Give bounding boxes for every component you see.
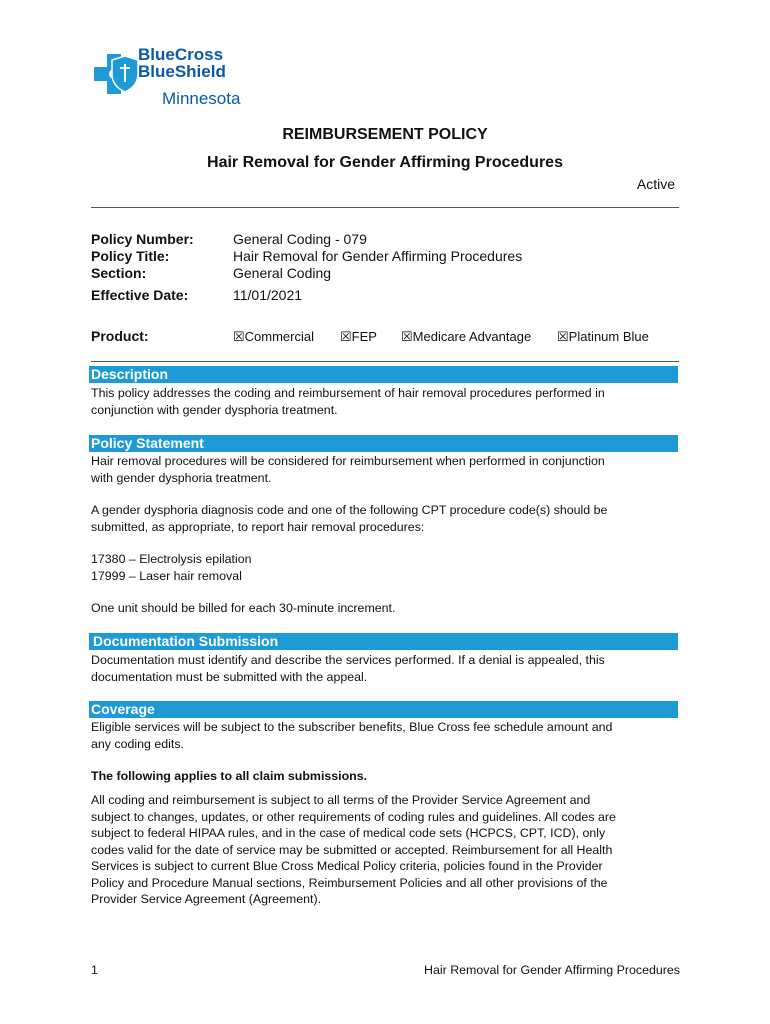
product-fep: ☒FEP [340,329,377,344]
coverage-body [91,792,681,908]
divider [91,361,679,362]
documentation-heading: Documentation Submission [89,633,678,650]
description-heading: Description [89,366,678,383]
text-line: A gender dysphoria diagnosis code and one of the following CPT procedure code(s) should be [91,503,608,517]
logo-line-minnesota: Minnesota [162,89,241,108]
section-label: Section: [91,265,147,281]
text-line: Services is subject to current Blue Cross Medical Policy criteria, policies found in the Provider [91,859,603,873]
logo-line-blueshield: BlueShield [138,62,226,81]
text-line: One unit should be billed for each 30-minute increment. [91,601,396,615]
text-line: Eligible services will be subject to the subscriber benefits, Blue Cross fee schedule amount and [91,720,613,734]
coverage-heading: Coverage [89,701,678,718]
effective-date-label: Effective Date: [91,287,189,303]
policy-number-label: Policy Number: [91,231,194,247]
text-line: conjunction with gender dysphoria treatment. [91,402,338,417]
logo-wordmark [138,46,226,80]
policy-statement-heading: Policy Statement [89,435,678,452]
product-commercial: ☒Commercial [233,329,314,344]
policy-statement-text [91,453,681,617]
page-number: 1 [91,963,98,977]
policy-number-value: General Coding - 079 [233,231,367,247]
product-medicare-advantage: ☒Medicare Advantage [401,329,532,344]
text-line: submitted, as appropriate, to report hair removal procedures: [91,519,425,534]
documentation-text [91,652,681,685]
coverage-text [91,719,681,752]
policy-title-value: Hair Removal for Gender Affirming Procedures [233,248,523,264]
document-title: REIMBURSEMENT POLICY [282,126,488,143]
cpt-code-item: 17999 – Laser hair removal [91,568,242,583]
coverage-bold-line: The following applies to all claim submissions. [91,769,368,783]
text-line: Documentation must identify and describe the services performed. If a denial is appealed, this [91,653,605,667]
text-line: Provider Service Agreement (Agreement). [91,892,322,906]
effective-date-value: 11/01/2021 [233,287,303,303]
text-line: All coding and reimbursement is subject to all terms of the Provider Service Agreement and [91,793,591,807]
description-text [91,385,681,418]
product-label: Product: [91,328,149,344]
logo-line-bluecross: BlueCross [138,45,224,64]
text-line: Policy and Procedure Manual sections, Reimbursement Policies and all other provisions of the [91,875,608,890]
text-line: documentation must be submitted with the appeal. [91,669,368,684]
footer-title: Hair Removal for Gender Affirming Procedures [424,963,680,977]
text-line: subject to federal HIPAA rules, and in the case of medical code sets (HCPCS, CPT, ICD), only [91,826,606,840]
text-line: any coding edits. [91,736,184,751]
product-platinum-blue: ☒Platinum Blue [557,329,649,344]
section-value: General Coding [233,265,332,281]
text-line: This policy addresses the coding and reimbursement of hair removal procedures performed in [91,386,605,400]
divider [91,207,679,208]
text-line: Hair removal procedures will be considered for reimbursement when performed in conjunction [91,454,605,468]
cpt-code-item: 17380 – Electrolysis epilation [91,552,252,566]
text-line: subject to changes, updates, or other requirements of coding rules and guidelines. All codes are [91,809,616,824]
blue-shield-icon [110,54,140,94]
document-subtitle: Hair Removal for Gender Affirming Procedures [207,154,563,171]
policy-title-label: Policy Title: [91,248,170,264]
text-line: codes valid for the date of service may be submitted or accepted. Reimbursement for all Health [91,842,613,857]
status-label: Active [636,176,675,192]
text-line: with gender dysphoria treatment. [91,470,272,485]
